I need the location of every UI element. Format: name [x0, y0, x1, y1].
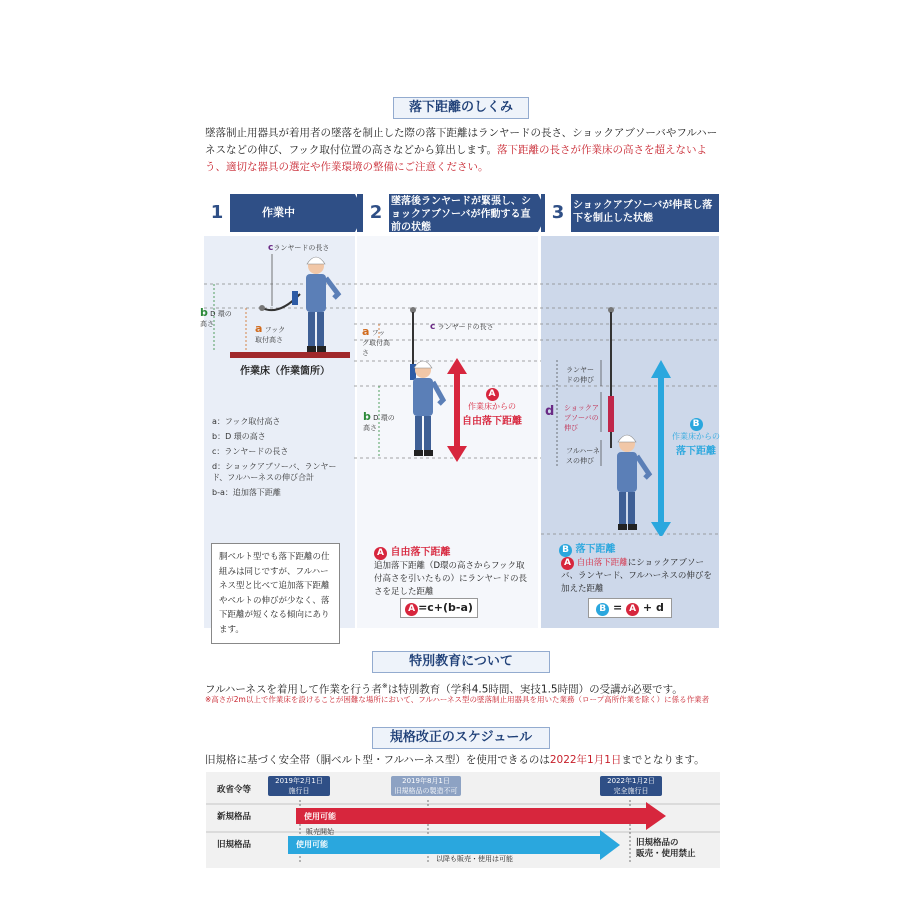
p3-B-label: B 作業床からの 落下距離 [672, 419, 720, 457]
panel-2-title: 墜落後ランヤードが緊張し、ショックアブソーバが作動する直前の状態 [391, 196, 531, 233]
legend-c: c：ランヤードの長さ [212, 447, 289, 456]
panel-3-title: ショックアブソーバが伸長し落下を制止した状態 [573, 200, 713, 224]
panel-3-number: 3 [545, 194, 571, 232]
p3-formula: B = A + d [588, 598, 672, 618]
milestone-2: 2022年1月2日 完全施行日 [600, 776, 662, 796]
p2-A-label: A 作業床からの 自由落下距離 [462, 389, 522, 427]
panel-3-header [541, 194, 719, 232]
education-note: ※高さが2m以上で作業床を設けることが困難な場所において、フルハーネス型の墜落制止用器具を用いた業務（ロープ高所作業を除く）に係る作業者 [205, 695, 710, 704]
p3-harness-stretch: フルハーネスの伸び [566, 447, 600, 465]
row-label-1: 新規格品 [217, 812, 252, 822]
p1-b-label: b D 環の高さ [200, 306, 232, 328]
education-title: 特別教育について [372, 651, 550, 673]
mechanism-intro [205, 125, 725, 176]
p2-c-label: c ランヤードの長さ [430, 322, 494, 332]
panel-1-title: 作業中 [262, 206, 295, 219]
floor-label: 作業床（作業箇所） [240, 366, 330, 377]
intro-red: 落下距離の長さが作業床の高さを超えないよう、適切な器具の選定や作業環境の整備にご注意ください。 [205, 144, 708, 173]
p3-def-title: B 落下距離 [559, 540, 615, 557]
panel-1-number: 1 [204, 194, 230, 232]
legend-b: b：D 環の高さ [212, 432, 266, 441]
row-label-0: 政省令等 [217, 785, 252, 795]
legend-a: a：フック取付高さ [212, 417, 281, 426]
p2-formula: A =c+(b-a) [400, 598, 478, 618]
mechanism-title: 落下距離のしくみ [393, 97, 529, 119]
p2-def-text: 追加落下距離（D環の高さからフック取付高さを引いたもの）にランヤードの長さを足した距離 [374, 561, 528, 597]
p3-def-text: A 自由落下距離にショックアブソーバ、ランヤード、フルハーネスの伸びを加えた距離 [561, 558, 712, 594]
p3-d-letter: d [545, 404, 555, 419]
old-after: 以降も販売・使用は可能 [436, 855, 513, 863]
legend-d: d：ショックアブソーバ、ランヤード、フルハーネスの伸び合計 [212, 462, 337, 482]
milestone-0: 2019年2月1日 施行日 [268, 776, 330, 796]
row-label-2: 旧規格品 [217, 840, 252, 850]
schedule-title: 規格改正のスケジュール [372, 727, 550, 749]
new-usable: 使用可能 [304, 812, 336, 821]
panel-2-header [357, 194, 538, 232]
intro-black: 墜落制止用器具が着用者の墜落を制止した際の落下距離はランヤードの長さ、ショックアブソーバやフルハーネスなどの伸び、フック取付位置の高さなどから算出します。 [205, 127, 718, 156]
old-ban: 旧規格品の 販売・使用禁止 [636, 838, 696, 859]
p2-a-label: a フック取付高さ [362, 325, 390, 357]
p1-c-label: cランヤードの長さ [268, 243, 330, 253]
milestone-1: 2019年8月1日 旧規格品の製造不可 [391, 776, 461, 796]
p3-lanyard-stretch: ランヤードの伸び [566, 366, 594, 384]
panel-1-header [204, 194, 355, 232]
p3-absorber-stretch: ショックアブソーバの伸び [564, 404, 599, 432]
old-usable: 使用可能 [296, 840, 328, 849]
p1-a-label: a フック取付高さ [255, 322, 286, 344]
note-box: 胴ベルト型でも落下距離の仕組みは同じですが、フルハーネス型と比べて追加落下距離やベルトの伸びが少なく、落下距離が短くなる傾向にあります。 [211, 543, 340, 644]
p2-b-label: b D 環の高さ [363, 410, 395, 432]
panel-3-illustration [541, 236, 719, 536]
legend [212, 414, 350, 500]
schedule-text: 旧規格に基づく安全帯（胴ベルト型・フルハーネス型）を使用できるのは2022年1月1日までとなります。 [205, 754, 705, 766]
legend-ba: b-a：追加落下距離 [212, 488, 281, 497]
p2-def-title: A 自由落下距離 [374, 543, 450, 560]
new-sale: 販売開始 [306, 828, 334, 836]
education-text: フルハーネスを着用して作業を行う者※は特別教育（学科4.5時間、実技1.5時間）の受講が必要です。 [205, 682, 683, 696]
panel-2-number: 2 [363, 194, 389, 232]
